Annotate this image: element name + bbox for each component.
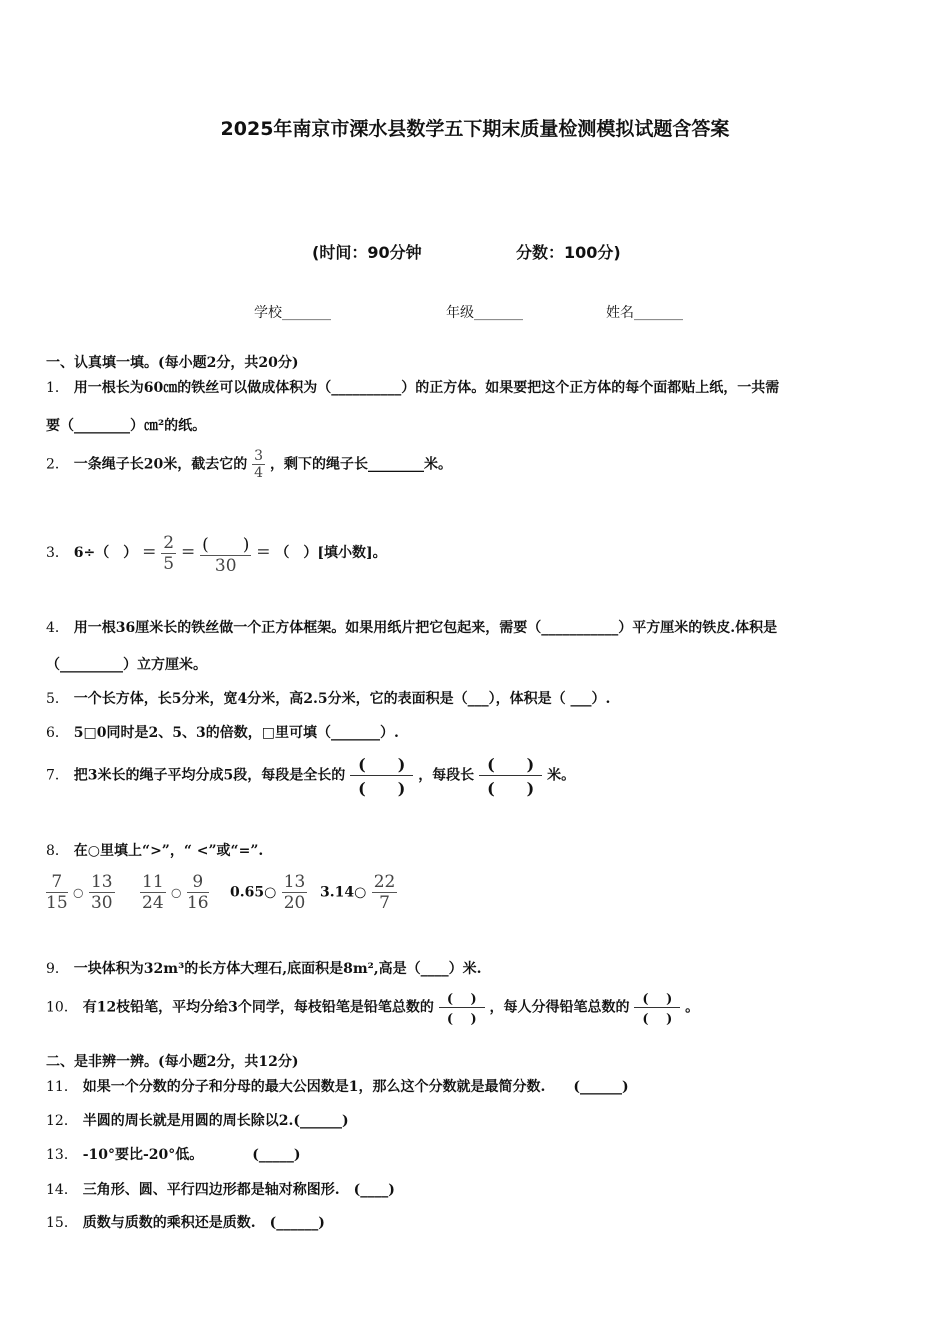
question-5 <box>46 688 610 708</box>
fraction-three-quarters <box>252 448 265 481</box>
question-5-text: 一个长方体，长5分米，宽4分米，高2.5分米，它的表面积是（___），体积是（ ___）. <box>73 691 611 707</box>
question-number: 7． <box>46 767 69 784</box>
question-3-text-pre: 6÷（ ） <box>73 545 138 561</box>
comparison-left-value: 0.65○ <box>230 884 277 901</box>
fraction-denominator: ( ) <box>642 1012 673 1027</box>
section-2-heading: 二、是非辨一辨。(每小题2分，共12分) <box>46 1054 299 1070</box>
question-2-text-post: ，剩下的绳子长________米。 <box>269 456 452 473</box>
fraction-numerator: ( ) <box>479 752 542 776</box>
answer-fraction-blank <box>634 988 680 1027</box>
question-2 <box>46 448 452 481</box>
question-15 <box>46 1212 325 1232</box>
question-6-text: 5□0同时是2、5、3的倍数，□里可填（_______）. <box>73 725 399 741</box>
exam-time: (时间：90分钟 <box>312 243 422 262</box>
question-number: 3． <box>46 545 69 561</box>
question-11 <box>46 1076 629 1096</box>
question-number: 8． <box>46 843 69 859</box>
question-number: 6． <box>46 725 69 741</box>
comparison-left-value: 3.14○ <box>320 884 367 901</box>
fraction-two-fifths <box>161 533 176 574</box>
fraction-denominator: 4 <box>254 465 264 481</box>
question-7-text-pre: 把3米长的绳子平均分成5段，每段是全长的 <box>73 767 346 784</box>
question-1 <box>46 377 779 397</box>
fraction <box>140 872 166 913</box>
fraction <box>187 872 209 913</box>
question-4-continued: （_________）立方厘米。 <box>46 657 207 673</box>
fraction-numerator: 9 <box>187 872 209 893</box>
fraction <box>372 872 398 913</box>
section-1-heading: 一、认真填一填。(每小题2分，共20分) <box>46 355 299 371</box>
fraction-denominator: ( ) <box>358 779 406 798</box>
comparison-item-3 <box>230 872 307 913</box>
fraction-numerator: 7 <box>46 872 68 893</box>
question-number: 9． <box>46 961 69 977</box>
fraction-numerator: ( ) <box>200 530 251 556</box>
comparison-item-2 <box>140 872 209 913</box>
question-number: 10． <box>46 999 78 1016</box>
comparison-item-1 <box>46 872 115 913</box>
question-7 <box>46 752 575 799</box>
fraction <box>89 872 115 913</box>
fraction-numerator: ( ) <box>350 752 413 776</box>
fraction-denominator: 7 <box>379 893 390 913</box>
fraction-denominator: 30 <box>214 556 237 576</box>
question-3 <box>46 530 387 576</box>
question-number: 15． <box>46 1215 78 1231</box>
fraction-denominator: 30 <box>90 893 113 913</box>
question-10-text-pre: 有12枝铅笔，平均分给3个同学，每枝铅笔是铅笔总数的 <box>82 999 434 1016</box>
question-number: 11． <box>46 1079 78 1095</box>
question-4 <box>46 617 777 637</box>
question-10-text-post: 。 <box>685 999 700 1016</box>
question-7-text-post: 米。 <box>547 767 576 784</box>
question-15-text: 质数与质数的乘积还是质数. (______) <box>82 1215 325 1231</box>
fraction-numerator: 13 <box>283 872 306 892</box>
answer-fraction-blank <box>350 752 413 799</box>
page-title: 2025年南京市溧水县数学五下期末质量检测模拟试题含答案 <box>220 118 730 140</box>
grade-field: 年级_______ <box>446 305 523 321</box>
question-13-text: -10°要比-20°低。 (_____) <box>82 1147 301 1163</box>
fraction <box>46 872 68 913</box>
question-6 <box>46 722 399 742</box>
fraction-numerator: ( ) <box>439 988 485 1008</box>
question-9-text: 一块体积为32m³的长方体大理石,底面积是8m²,高是（____）米. <box>73 961 482 977</box>
name-field: 姓名_______ <box>606 305 683 321</box>
fraction-numerator: ( ) <box>634 988 680 1008</box>
exam-score: 分数：100分) <box>516 243 621 262</box>
question-number: 4． <box>46 620 69 636</box>
question-10 <box>46 988 699 1027</box>
fraction-denominator: ( ) <box>487 779 535 798</box>
equals-sign: = <box>180 542 196 562</box>
fraction-denominator: 5 <box>163 553 175 574</box>
question-8 <box>46 840 263 860</box>
question-number: 14． <box>46 1182 78 1198</box>
question-14 <box>46 1179 395 1199</box>
question-number: 13． <box>46 1147 78 1163</box>
circle-blank: ○ <box>73 885 84 900</box>
question-14-text: 三角形、圆、平行四边形都是轴对称图形. (____) <box>82 1182 395 1198</box>
question-3-text-post: （ ）[填小数]。 <box>275 545 387 561</box>
question-7-text-mid: ，每段长 <box>418 767 475 784</box>
comparison-item-4 <box>320 872 397 913</box>
question-4-line-1: 用一根36厘米长的铁丝做一个正方体框架。如果用纸片把它包起来，需要（___________）平方厘米的铁皮.体积是 <box>73 620 778 636</box>
question-12 <box>46 1110 349 1130</box>
equals-sign: = <box>256 542 271 562</box>
fraction-denominator: 20 <box>283 893 306 913</box>
fraction-denominator: 24 <box>142 893 164 913</box>
fraction-denominator: 15 <box>46 893 68 913</box>
question-8-text: 在○里填上“>”，“ <”或“=”. <box>73 843 264 859</box>
fraction-numerator: 11 <box>142 872 164 892</box>
question-number: 12． <box>46 1113 78 1129</box>
question-number: 2． <box>46 456 69 473</box>
question-number: 1． <box>46 380 69 396</box>
question-11-text: 如果一个分数的分子和分母的最大公因数是1，那么这个分数就是最简分数. (______) <box>82 1079 629 1095</box>
circle-blank: ○ <box>171 885 182 900</box>
question-12-text: 半圆的周长就是用圆的周长除以2.(______) <box>82 1113 349 1129</box>
answer-fraction-blank <box>479 752 542 799</box>
answer-fraction-blank <box>439 988 485 1027</box>
fraction-numerator: 13 <box>90 872 113 892</box>
question-number: 5． <box>46 691 69 707</box>
fraction-blank-over-30 <box>200 530 251 576</box>
fraction-numerator: 3 <box>254 448 264 464</box>
fraction-denominator: ( ) <box>446 1012 477 1027</box>
fraction-numerator: 2 <box>163 532 175 553</box>
equals-sign: = <box>142 542 157 562</box>
fraction-denominator: 16 <box>186 893 209 913</box>
fraction <box>282 872 308 913</box>
fraction-numerator: 22 <box>373 872 396 892</box>
question-10-text-mid: ，每人分得铅笔总数的 <box>489 999 630 1016</box>
question-1-line-1: 用一根长为60㎝的铁丝可以做成体积为（__________）的正方体。如果要把这个正方体的每个面都贴上纸，一共需 <box>73 380 780 396</box>
question-9 <box>46 958 482 978</box>
question-2-text-pre: 一条绳子长20米，截去它的 <box>73 456 248 473</box>
school-field: 学校_______ <box>254 305 331 321</box>
question-1-continued: 要（________）㎝²的纸。 <box>46 418 207 434</box>
question-13 <box>46 1144 301 1164</box>
